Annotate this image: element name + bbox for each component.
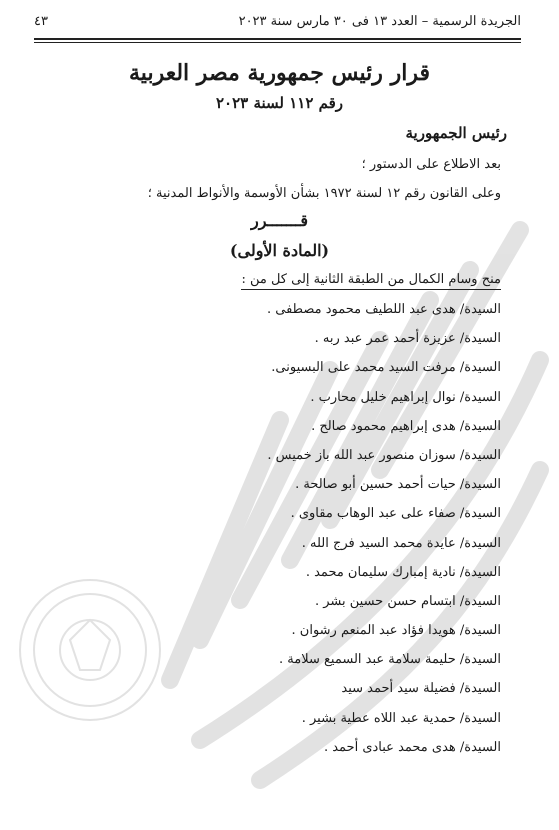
recipient-item: السيدة/ صفاء على عبد الوهاب مقاوى . [290,506,501,522]
header-rule [34,38,521,40]
decided-heading: قـــــــرر [250,211,308,230]
article-intro: منح وسام الكمال من الطبقة الثانية إلى كل من : [241,272,501,290]
decree-number: رقم ١١٢ لسنة ٢٠٢٣ [216,94,343,112]
recipient-item: السيدة/ ابتسام حسن حسين بشر . [314,593,501,609]
decree-title: قرار رئيس جمهورية مصر العربية [129,60,430,86]
recipient-item: السيدة/ فضيلة سيد أحمد سيد [341,681,501,697]
recipient-item: السيدة/ حليمة سلامة عبد السميع سلامة . [279,652,501,668]
recipient-item: السيدة/ سوزان منصور عبد الله باز خميس . [267,447,501,463]
preamble-line: بعد الاطلاع على الدستور ؛ [361,157,501,172]
recipient-item: السيدة/ هويدا فؤاد عبد المنعم رشوان . [291,623,501,639]
recipient-item: السيدة/ مرفت السيد محمد على البسيونى. [271,360,501,376]
recipient-item: السيدة/ هدى محمد عبادى أحمد . [323,739,501,755]
seal-icon [20,580,160,720]
issuer-heading: رئيس الجمهورية [405,124,507,142]
recipient-item: السيدة/ حمدية عبد اللاه عطية بشير . [301,710,501,726]
page-number: ٤٣ [34,13,48,29]
page-header [34,10,521,32]
recipient-item: السيدة/ نادية إمبارك سليمان محمد . [305,564,501,580]
publication-line: الجريدة الرسمية – العدد ١٣ فى ٣٠ مارس سنة ٢٠٢٣ [238,13,521,29]
article-title: (المادة الأولى) [229,241,330,260]
recipient-list [267,302,501,769]
recipient-item: السيدة/ عايدة محمد السيد فرج الله . [301,535,501,551]
header-rule-thin [34,42,521,43]
recipient-item: السيدة/ نوال إبراهيم خليل محارب . [310,389,501,405]
preamble-line: وعلى القانون رقم ١٢ لسنة ١٩٧٢ بشأن الأوسمة والأنواط المدنية ؛ [147,186,501,201]
recipient-item: السيدة/ عزيزة أحمد عمر عبد ربه . [314,331,501,347]
recipient-item: السيدة/ هدى إبراهيم محمود صالح . [311,418,501,434]
recipient-item: السيدة/ هدى عبد اللطيف محمود مصطفى . [267,302,501,317]
recipient-item: السيدة/ حيات أحمد حسين أبو صالحة . [295,477,501,493]
